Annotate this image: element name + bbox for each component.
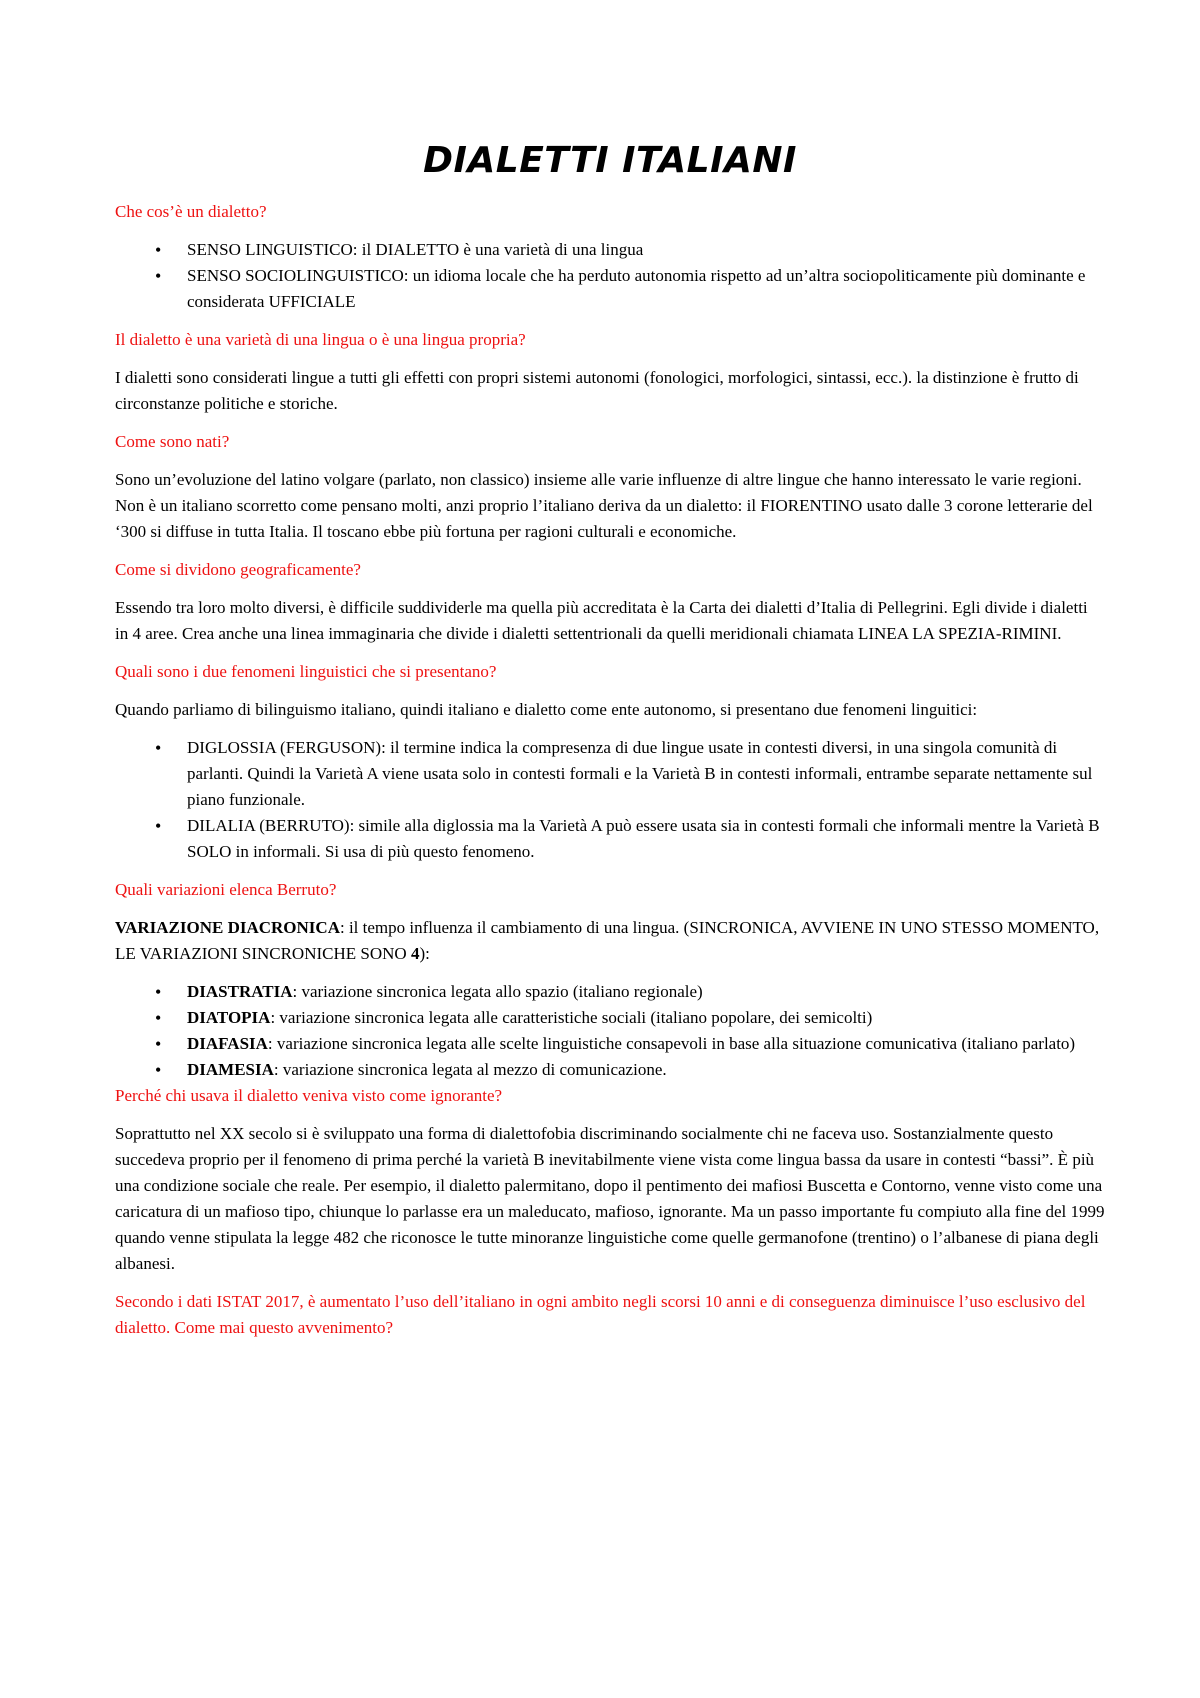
paragraph-text: : il tempo influenza il cambiamento di una lingua. (SINCRONICA, AVVIENE IN UNO STESSO MOMENTO, LE VARIAZIONI SINCRONICHE SONO [115, 918, 1100, 963]
list-item: • SENSO LINGUISTICO: il DIALETTO è una varietà di una lingua [187, 237, 1105, 263]
paragraph-text: ): [419, 944, 430, 963]
question-heading: Perché chi usava il dialetto veniva visto come ignorante? [115, 1086, 503, 1105]
paragraph: Quando parliamo di bilinguismo italiano, quindi italiano e dialetto come ente autonomo, si presentano due fenomeni linguitici: [115, 700, 978, 719]
bold-term: DIATOPIA [187, 1008, 271, 1027]
term-description: : variazione sincronica legata alle scelte linguistiche consapevoli in base alla situazione comunicativa (italiano parlato) [267, 1034, 1076, 1053]
bold-term: DIASTRATIA [187, 982, 293, 1001]
term-description: : variazione sincronica legata alle caratteristiche sociali (italiano popolare, dei semicolti) [270, 1008, 873, 1027]
question-heading: Quali variazioni elenca Berruto? [115, 880, 337, 899]
list-item [187, 979, 1105, 1005]
question-heading: Come sono nati? [115, 432, 230, 451]
paragraph: I dialetti sono considerati lingue a tutti gli effetti con propri sistemi autonomi (fonologici, morfologici, sintassi, ecc.). la distinzione è frutto di circonstanze politiche e storiche. [115, 368, 1079, 413]
list-item: • DILALIA (BERRUTO): simile alla diglossia ma la Varietà A può essere usata sia in contesti formali che informali mentre la Varietà B SOLO in informali. Si usa di più questo fenomeno. [187, 813, 1105, 865]
bullet-list [115, 979, 1105, 1083]
paragraph: Sono un’evoluzione del latino volgare (parlato, non classico) insieme alle varie influenze di altre lingue che hanno interessato le varie regioni. Non è un italiano scorretto come pensano molti, anzi proprio l’italiano deriva da un dialetto: il FIORENTINO usato dalle 3 corone letterarie del ‘300 si diffuse in tutta Italia. Il toscano ebbe più fortuna per ragioni culturali e economiche. [115, 470, 1093, 541]
question-heading: Il dialetto è una varietà di una lingua o è una lingua propria? [115, 330, 526, 349]
list-item: • DIGLOSSIA (FERGUSON): il termine indica la compresenza di due lingue usate in contesti diversi, in una singola comunità di parlanti. Quindi la Varietà A viene usata solo in contesti formali e la Varietà B in contesti informali, entrambe separate nettamente sul piano funzionale. [187, 735, 1105, 813]
bold-term: DIAFASIA [187, 1034, 268, 1053]
question-heading: Secondo i dati ISTAT 2017, è aumentato l’uso dell’italiano in ogni ambito negli scorsi 10 anni e di conseguenza diminuisce l’uso esclusivo del dialetto. Come mai questo avvenimento? [115, 1292, 1086, 1337]
term-description: : variazione sincronica legata allo spazio (italiano regionale) [292, 982, 703, 1001]
question-heading: Quali sono i due fenomeni linguistici che si presentano? [115, 662, 497, 681]
bold-number: 4 [410, 944, 420, 963]
paragraph: Soprattutto nel XX secolo si è sviluppato una forma di dialettofobia discriminando socialmente chi ne faceva uso. Sostanzialmente questo succedeva proprio per il fenomeno di prima perché la varietà B inevitabilmente viene vista come lingua bassa da usare in contesti “bassi”. È più una condizione sociale che reale. Per esempio, il dialetto palermitano, dopo il pentimento dei mafiosi Buscetta e Contorno, venne visto come una caricatura di un mafioso tipo, chiunque lo parlasse era un maleducato, mafioso, ignorante. Ma un passo importante fu compiuto alla fine del 1999 quando venne stipulata la legge 482 che riconosce le tutte minoranze linguistiche come quelle germanofone (trentino) o l’albanese di piana degli albanesi. [115, 1124, 1105, 1273]
bold-term: VARIAZIONE DIACRONICA [115, 918, 340, 937]
paragraph: Essendo tra loro molto diversi, è difficile suddividerle ma quella più accreditata è la Carta dei dialetti d’Italia di Pellegrini. Egli divide i dialetti in 4 aree. Crea anche una linea immaginaria che divide i dialetti settentrionali da quelli meridionali chiamata LINEA LA SPEZIA-RIMINI. [115, 598, 1088, 643]
question-heading: Che cos’è un dialetto? [115, 202, 267, 221]
question-heading: Come si dividono geograficamente? [115, 560, 361, 579]
list-item [187, 1005, 1105, 1031]
paragraph [115, 915, 1105, 967]
term-description: : variazione sincronica legata al mezzo di comunicazione. [273, 1060, 667, 1079]
bullet-list [115, 735, 1105, 865]
bold-term: DIAMESIA [187, 1060, 274, 1079]
bullet-list [115, 237, 1105, 315]
document-title: DIALETTI ITALIANI [423, 140, 797, 181]
list-item [187, 1031, 1105, 1057]
list-item: • SENSO SOCIOLINGUISTICO: un idioma locale che ha perduto autonomia rispetto ad un’altra sociopoliticamente più dominante e considerata UFFICIALE [187, 263, 1105, 315]
list-item [187, 1057, 1105, 1083]
